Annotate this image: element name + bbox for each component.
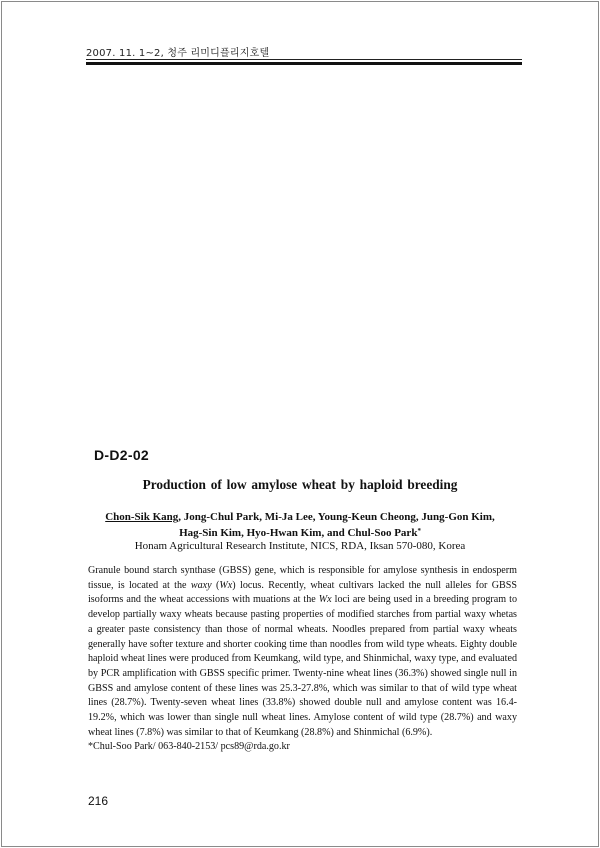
- affiliation: Honam Agricultural Research Institute, NICS, RDA, Iksan 570-080, Korea: [134, 540, 466, 552]
- author-line-1: , Jong-Chul Park, Mi-Ja Lee, Young-Keun Cheong, Jung-Gon Kim,: [178, 511, 495, 523]
- correspondence-line: *Chul-Soo Park/ 063-840-2153/ pcs89@rda.go.kr: [88, 741, 290, 752]
- abstract-text-3: ) locus. Recently, wheat cultivars lacked the null alleles for GBSS isoforms and the wheat accessions with muations at the: [88, 579, 518, 606]
- header-rule-thin: [86, 59, 522, 60]
- author-list: [94, 510, 506, 541]
- abstract-text-4: loci are being used in a breeding program to develop partially waxy wheats because pasting properties of modified starches from partial waxy whetas a greater paste consistency than those of normal wheats. Noodles prepared from partial waxy wheats generally have softer texture and shorter cooking time than noodles from wild type wheats. Eighty double haploid wheat lines were produced from Keumkang, wild type, and Shinmichal, waxy type, and evaluated by PCR amplification with GBSS specific primer. Twenty-nine wheat lines (36.3%) showed single null in GBSS and amylose content of these lines was 25.3-27.8%, which was similar to that of wild type wheat lines (28.7%). Twenty-seven wheat lines (33.8%) showed double null and amylose content was 16.4-19.2%, which was lower than single null wheat lines. Amylose content of wild type (28.7%) and waxy wheat lines (7.8%) was similar to that of Keumkang (28.8%) and Shinmichal (6.9%).: [88, 594, 517, 738]
- abstract-text-2: (: [211, 579, 220, 591]
- presenting-author: Chon-Sik Kang: [105, 511, 179, 523]
- abstract-term-wx: Wx: [219, 579, 233, 591]
- running-header: 2007. 11. 1~2, 청주 리미디플리지호텔: [86, 48, 270, 59]
- author-line-2: Hag-Sin Kim, Hyo-Hwan Kim, and Chul-Soo Park: [179, 526, 418, 539]
- abstract-body: [88, 564, 517, 740]
- page-number: 216: [88, 794, 109, 808]
- abstract-term-waxy: waxy: [190, 579, 212, 591]
- header-rule-thick: [86, 62, 522, 65]
- abstract-term-wx-2: Wx: [318, 594, 332, 606]
- paper-title: Production of low amylose wheat by haploid breeding: [142, 477, 458, 492]
- corresponding-mark: *: [417, 526, 421, 535]
- abstract-code: D-D2-02: [94, 447, 150, 463]
- abstract-text-1: Granule bound starch synthase (GBSS) gene, which is responsible for amylose synthesis in endosperm tissue, is located at the: [88, 565, 517, 591]
